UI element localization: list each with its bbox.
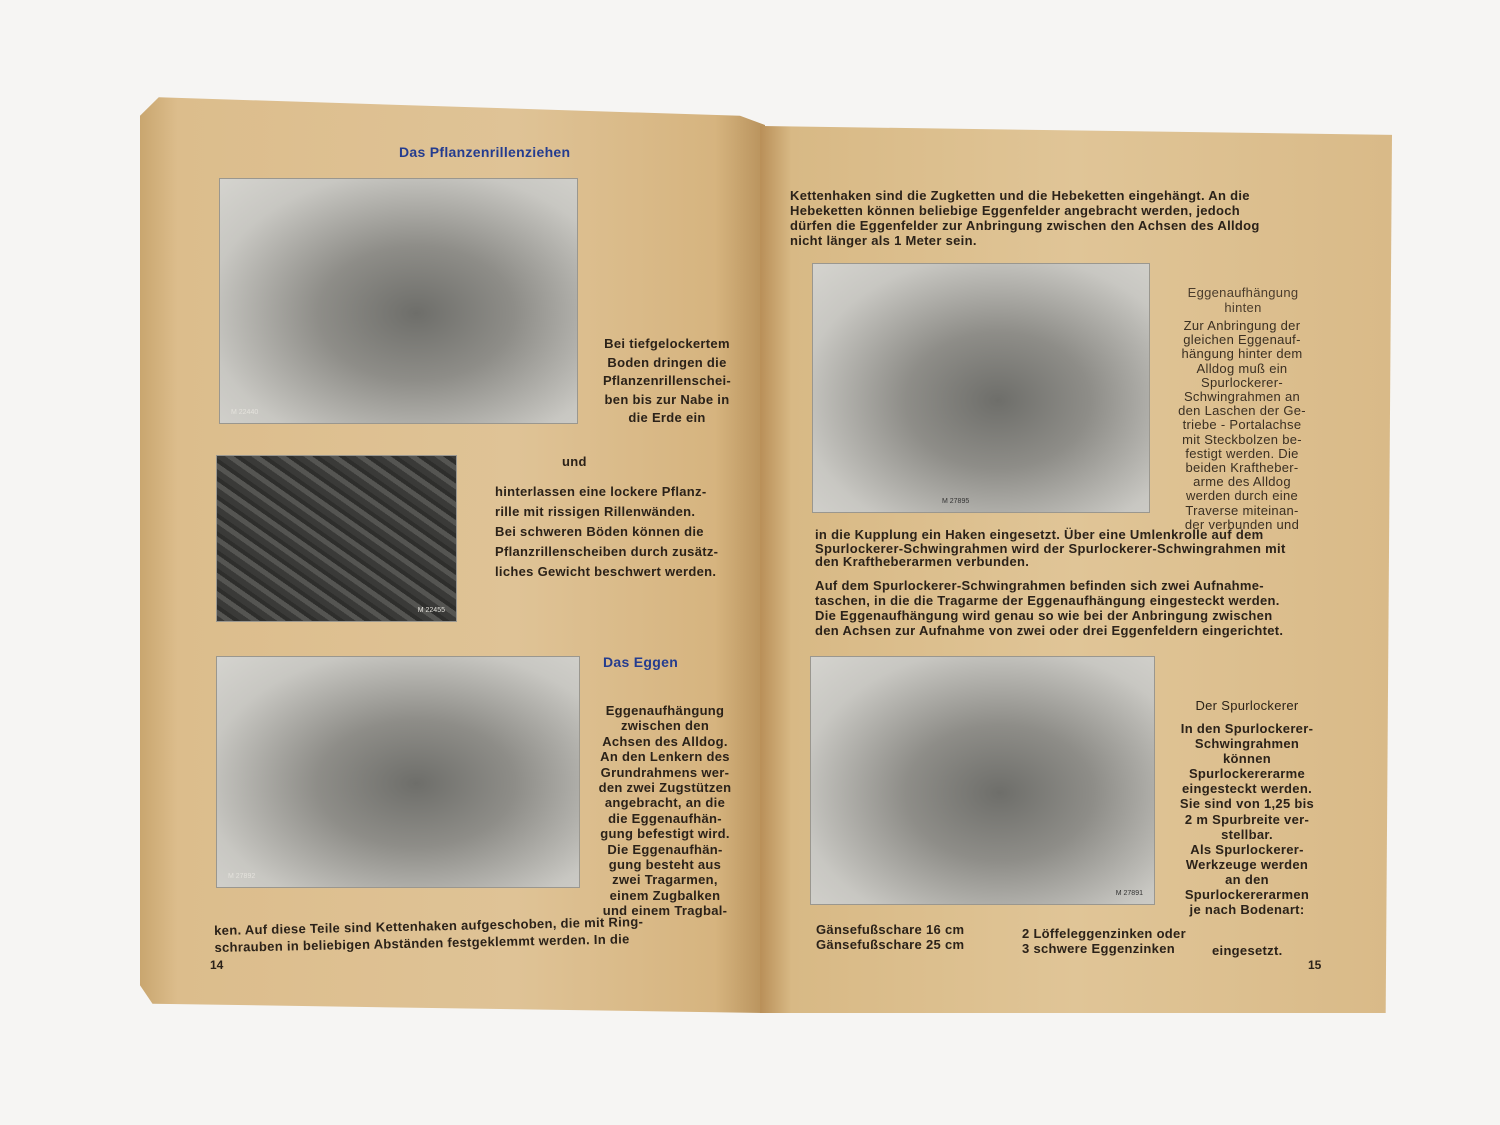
page-number: 15	[1308, 958, 1322, 972]
text-block	[1166, 319, 1318, 532]
photo-soil	[216, 455, 457, 622]
list-right	[1022, 926, 1186, 956]
text-line: Spurlockererarme	[1188, 766, 1306, 782]
list-left	[816, 922, 964, 952]
text-block	[815, 528, 1286, 569]
text-block	[1170, 721, 1324, 917]
text-line: angebracht, an die	[604, 795, 726, 811]
text-line: Die Eggenaufhän-	[607, 841, 723, 857]
side-title: Der Spurlockerer	[1195, 698, 1299, 713]
text-line: Eggenaufhängung	[605, 703, 725, 718]
text-line: hinten	[1224, 300, 1262, 315]
heading-eggen: Das Eggen	[603, 654, 679, 670]
text-line: zwischen den	[620, 718, 710, 734]
side-title	[1168, 285, 1318, 315]
text-line: gung befestigt wird.	[600, 826, 730, 842]
photo-egge	[216, 656, 580, 888]
photo-spurlockerer	[810, 656, 1155, 905]
text-eingesetzt: eingesetzt.	[1212, 943, 1283, 958]
text-block	[790, 188, 1260, 248]
photo-tractor-egge	[812, 263, 1150, 513]
text-line: Traverse miteinan-	[1185, 502, 1299, 518]
text-line: mit Steckbolzen be-	[1182, 431, 1302, 447]
text-line: Hebeketten können beliebige Eggenfelder angebracht werden, jedoch	[790, 203, 1241, 218]
text-line: den zwei Zugstützen	[598, 780, 732, 796]
text-line: zwei Tragarmen,	[612, 872, 718, 888]
text-line: Spurlockerer-	[1201, 374, 1283, 390]
text-block	[596, 703, 734, 919]
text-line: schrauben in beliebigen Abständen festgeklemmt werden. In die	[214, 931, 630, 955]
text-line: und einem Tragbal-	[602, 903, 728, 919]
text-line: In den Spurlockerer-	[1180, 721, 1314, 736]
text-line: triebe - Portalachse	[1182, 417, 1302, 433]
photo-caption: M 22440	[231, 409, 259, 416]
text-line: Boden dringen die	[607, 354, 727, 370]
text-line: Spurlockererarmen	[1184, 887, 1310, 903]
text-line: eingesteckt werden.	[1182, 781, 1312, 797]
text-line: Die Eggenaufhängung wird genau so wie bei der Anbringung zwischen	[815, 608, 1273, 623]
text-line: Sie sind von 1,25 bis	[1179, 796, 1315, 812]
text-line: 2 m Spurbreite ver-	[1184, 811, 1310, 827]
text-line: Bei schweren Böden können die	[495, 524, 704, 539]
text-line: an den	[1225, 871, 1269, 887]
text-line: den Laschen der Ge-	[1178, 403, 1306, 419]
text-line: die Eggenaufhän-	[608, 810, 722, 826]
text-line: Schwingrahmen	[1194, 736, 1300, 752]
text-line: Achsen des Alldog.	[602, 733, 728, 749]
text-line: Grundrahmens wer-	[600, 764, 730, 780]
photo-caption: M 22455	[417, 607, 445, 614]
text-line: Werkzeuge werden	[1185, 856, 1309, 872]
text-line: je nach Bodenart:	[1189, 902, 1305, 918]
text-line: Kettenhaken sind die Zugketten und die Hebeketten eingehängt. An die	[790, 188, 1250, 203]
text-line: Eggenaufhängung	[1187, 285, 1299, 300]
text-line: 2 Löffeleggenzinken oder	[1022, 926, 1186, 941]
text-line: hinterlassen eine lockere Pflanz-	[495, 484, 707, 499]
text-line: festigt werden. Die	[1185, 445, 1299, 461]
text-line: Pflanzenrillenschei-	[602, 373, 732, 388]
photo-caption: M 27891	[1115, 890, 1143, 897]
text-line: 3 schwere Eggenzinken	[1022, 941, 1175, 956]
text-line: Schwingrahmen an	[1183, 389, 1301, 405]
text-line: werden durch eine	[1185, 488, 1299, 504]
text-line: einem Zugbalken	[609, 887, 721, 903]
text-line: Gänsefußschare 16 cm	[816, 922, 965, 937]
text-line: taschen, in die die Tragarme der Eggenaufhängung eingesteckt werden.	[815, 593, 1280, 608]
text-line: Alldog muß ein	[1196, 360, 1288, 376]
text-line: in die Kupplung ein Haken eingesetzt. Über eine Umlenkrolle auf dem	[815, 527, 1264, 542]
text-line: rille mit rissigen Rillenwänden.	[495, 504, 696, 519]
text-line: den Kraftheberarmen verbunden.	[815, 554, 1030, 569]
text-line: Auf dem Spurlockerer-Schwingrahmen befinden sich zwei Aufnahme-	[815, 578, 1264, 593]
text-line: Gänsefußschare 25 cm	[816, 937, 965, 952]
text-line: An den Lenkern des	[600, 749, 730, 765]
text-line: hängung hinter dem	[1181, 346, 1303, 362]
text-line: liches Gewicht beschwert werden.	[495, 564, 717, 579]
text-line: ken. Auf diese Teile sind Kettenhaken aufgeschoben, die mit Ring-	[214, 914, 644, 938]
text-line: Bei tiefgelockertem	[604, 336, 730, 351]
text-block	[815, 578, 1283, 638]
text-line: nicht länger als 1 Meter sein.	[790, 233, 977, 248]
text-line: der verbunden und	[1184, 516, 1300, 532]
text-line: gleichen Eggenauf-	[1183, 332, 1301, 348]
heading-pflanzenrillenziehen: Das Pflanzenrillenziehen	[399, 144, 571, 160]
text-line: Pflanzrillenscheiben durch zusätz-	[495, 544, 719, 559]
text-line: dürfen die Eggenfelder zur Anbringung zwischen den Achsen des Alldog	[790, 218, 1260, 233]
text-line: beiden Kraftheber-	[1185, 460, 1299, 476]
text-block	[495, 482, 718, 582]
photo-rillenzieher	[219, 178, 578, 424]
text-line: gung besteht aus	[608, 857, 722, 873]
text-und: und	[562, 454, 587, 469]
photo-caption: M 27892	[228, 873, 256, 880]
text-line: Als Spurlockerer-	[1190, 841, 1304, 857]
text-line: stellbar.	[1221, 826, 1273, 842]
text-line: Spurlockerer-Schwingrahmen wird der Spurlockerer-Schwingrahmen mit	[815, 540, 1286, 556]
text-block	[598, 335, 736, 428]
text-line: arme des Alldog	[1193, 474, 1291, 490]
text-line: die Erde ein	[628, 410, 706, 425]
photo-caption: M 27895	[942, 498, 970, 505]
text-line: ben bis zur Nabe in	[604, 391, 730, 407]
text-line: können	[1222, 751, 1272, 767]
text-line: den Achsen zur Aufnahme von zwei oder drei Eggenfeldern eingerichtet.	[815, 623, 1284, 638]
text-line: Zur Anbringung der	[1183, 318, 1301, 333]
page-number: 14	[210, 958, 224, 972]
